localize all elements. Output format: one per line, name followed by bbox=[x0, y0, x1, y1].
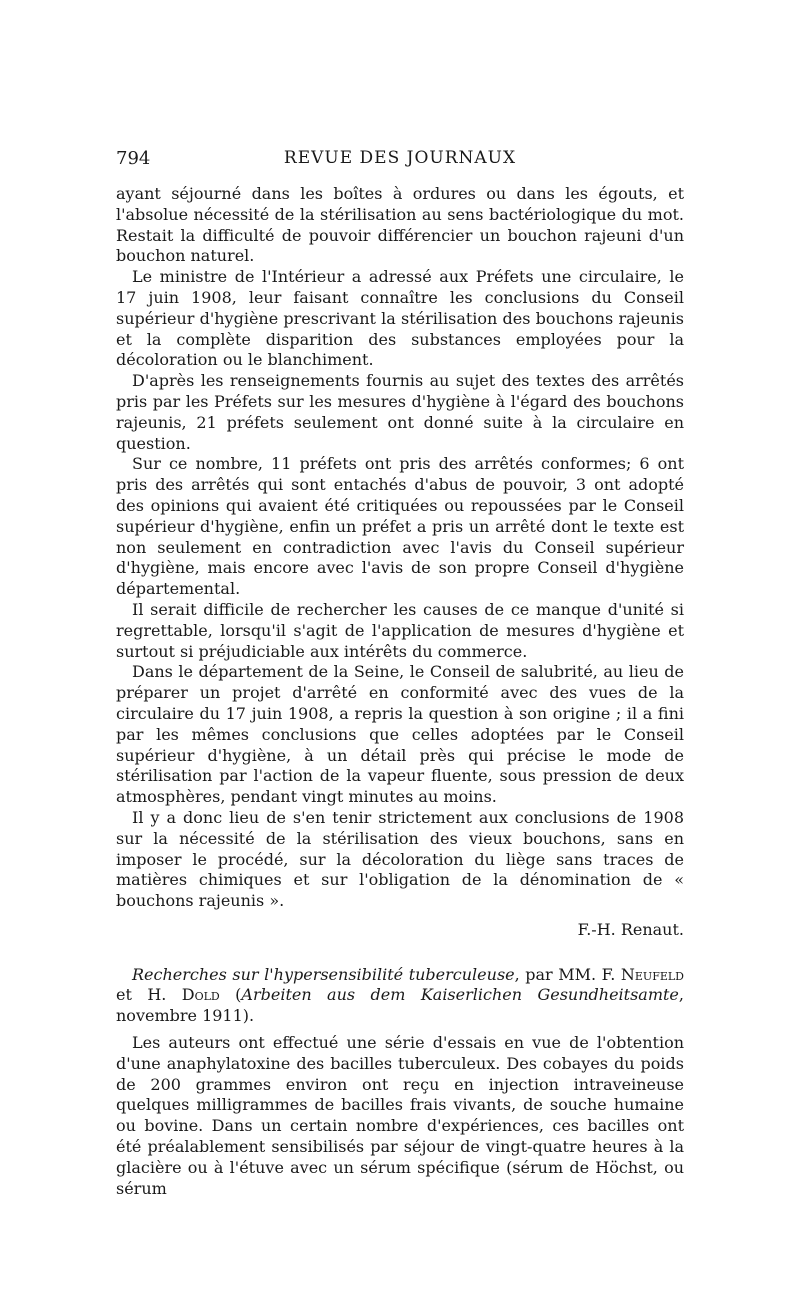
reference-journal: Arbeiten aus dem Kaiserlichen Gesundheitsamte bbox=[241, 985, 679, 1005]
paragraph: Les auteurs ont effectué une série d'essais en vue de l'obtention d'une anaphylatoxine des bacilles tuberculeux. Des cobayes du poids de 200 grammes environ ont reçu en injection intraveineuse quelques milligrammes de bacilles frais vivants, de souche humaine ou bovine. Dans un certain nombre d'expériences, ces bacilles ont été préalablement sensibilisés par séjour de vingt-quatre heures à la glacière ou à l'étuve avec un sérum spécifique (sérum de Höchst, ou sérum bbox=[116, 1033, 684, 1198]
reference-open: ( bbox=[219, 985, 242, 1005]
reference-by: , par MM. F. bbox=[514, 964, 621, 984]
running-head: REVUE DES JOURNAUX bbox=[283, 148, 517, 168]
paragraph: ayant séjourné dans les boîtes à ordures ou dans les égouts, et l'absolue nécessité de la stérilisation au sens bactériologique du mot. Restait la difficulté de pouvoir différencier un bouchon rajeuni d'un bouchon naturel. bbox=[116, 184, 684, 266]
paragraph: Sur ce nombre, 11 préfets ont pris des arrêtés conformes; 6 ont pris des arrêtés qui sont entachés d'abus de pouvoir, 3 ont adopté des opinions qui avaient été critiquées ou repoussées par le Conseil supérieur d'hygiène, enfin un préfet a pris un arrêté dont le texte est non seulement en contradiction avec l'avis du Conseil supérieur d'hygiène, mais encore avec l'avis de son propre Conseil d'hygiène départemental. bbox=[116, 454, 684, 599]
paragraph: D'après les renseignements fournis au sujet des textes des arrêtés pris par les Préfets sur les mesures d'hygiène à l'égard des bouchons rajeunis, 21 préfets seulement ont donné suite à la circulaire en question. bbox=[116, 371, 684, 453]
section-divider bbox=[116, 941, 684, 965]
page-header bbox=[116, 148, 684, 172]
reference-date: , novembre 1911). bbox=[116, 985, 684, 1026]
reference-author-2: Dold bbox=[181, 985, 220, 1005]
reference-author-1: Neufeld bbox=[620, 964, 684, 984]
reference-title: Recherches sur l'hypersensibilité tuberculeuse bbox=[132, 964, 515, 984]
author-signature: F.-H. Renaut. bbox=[577, 919, 684, 939]
paragraph: Dans le département de la Seine, le Conseil de salubrité, au lieu de préparer un projet d'arrêté en conformité avec des vues de la circulaire du 17 juin 1908, a repris la question à son origine ; il a fini par les mêmes conclusions que celles adoptées par le Conseil supérieur d'hygiène, à un détail près qui précise le mode de stérilisation par l'action de la vapeur fluente, sous pression de deux atmosphères, pendant vingt minutes au moins. bbox=[116, 662, 684, 807]
paragraph: Il serait difficile de rechercher les causes de ce manque d'unité si regrettable, lorsqu'il s'agit de l'application de mesures d'hygiène et surtout si préjudiciable aux intérêts du commerce. bbox=[116, 599, 684, 661]
article-body bbox=[116, 184, 684, 1199]
reference-and: et H. bbox=[116, 985, 182, 1005]
article-reference bbox=[116, 965, 684, 1027]
paragraph: Il y a donc lieu de s'en tenir strictement aux conclusions de 1908 sur la nécessité de la stérilisation des vieux bouchons, sans en imposer le procédé, sur la décoloration du liège sans traces de matières chimiques et sur l'obligation de la dénomination de « bouchons rajeunis ». bbox=[116, 807, 684, 911]
paragraph: Le ministre de l'Intérieur a adressé aux Préfets une circulaire, le 17 juin 1908, leur faisant connaître les conclusions du Conseil supérieur d'hygiène prescrivant la stérilisation des bouchons rajeunis et la complète disparition des substances employées pour la décoloration ou le blanchiment. bbox=[116, 267, 684, 370]
page-number: 794 bbox=[116, 148, 151, 169]
